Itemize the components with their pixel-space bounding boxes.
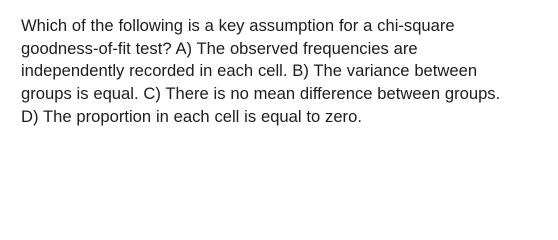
question-text: Which of the following is a key assumption for a chi-square goodness-of-fit test? A) The observed frequencies are independently recorded in each cell. B) The variance between groups is equal. C) There is no mean difference between groups. D) The proportion in each cell is equal to zero. xyxy=(21,16,501,126)
